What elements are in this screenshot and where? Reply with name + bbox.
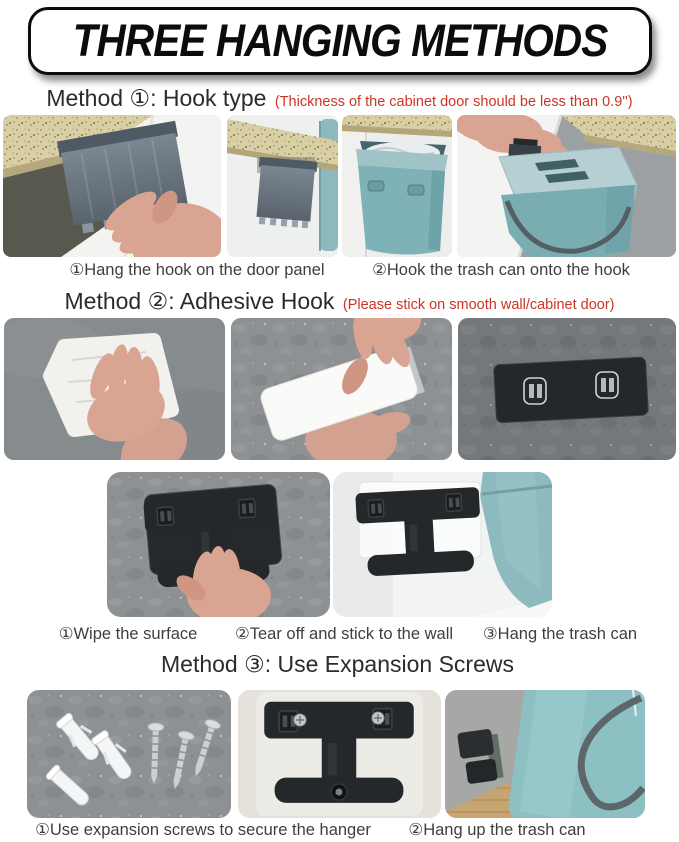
method2-note: (Please stick on smooth wall/cabinet door): [342, 297, 615, 313]
caption-m1-step2: ②Hook the trash can onto the hook: [372, 261, 630, 279]
photo-m2-hanger-on-wall: [333, 472, 552, 617]
caption-m3-step1: ①Use expansion screws to secure the hanger: [35, 821, 371, 839]
caption-m1-step1: ①Hang the hook on the door panel: [69, 261, 325, 279]
adhesive-plate: [494, 357, 649, 423]
grey-hook: [254, 157, 318, 229]
photo-m3-anchors-screws: [27, 690, 231, 818]
photo-m1-hang-hook: [3, 115, 221, 257]
trash-can: [499, 147, 637, 257]
photo-m2-wipe: [4, 318, 225, 460]
method2-title: Method ②: Adhesive Hook: [64, 288, 335, 314]
photo-m1-hook-can: [457, 115, 676, 257]
method1-heading: [0, 84, 679, 112]
open-trash-can: [356, 141, 448, 255]
title-banner: [28, 7, 652, 75]
photo-m3-can-hung: [445, 690, 645, 818]
method3-title: Method ③: Use Expansion Screws: [161, 651, 514, 677]
photo-m2-tear: [231, 318, 452, 460]
caption-m2-step2: ②Tear off and stick to the wall: [234, 625, 454, 643]
photo-m1-hook-on-door: [227, 115, 338, 257]
photo-m2-press-hanger: [107, 472, 330, 617]
caption-m2-step3: ③Hang the trash can: [482, 625, 638, 643]
method1-title: Method ①: Hook type: [46, 85, 267, 111]
photo-m1-open-can: [342, 115, 452, 257]
method1-note: (Thickness of the cabinet door should be less than 0.9''): [274, 94, 633, 110]
method3-heading: [0, 650, 679, 678]
photo-m2-plate-on-wall: [458, 318, 676, 460]
photo-m3-hanger-screwed: [238, 690, 441, 818]
page-title: THREE HANGING METHODS: [72, 15, 608, 66]
caption-m3-step2: ②Hang up the trash can: [408, 821, 586, 839]
method2-heading: [0, 287, 679, 315]
caption-m2-step1: ①Wipe the surface: [58, 625, 198, 643]
